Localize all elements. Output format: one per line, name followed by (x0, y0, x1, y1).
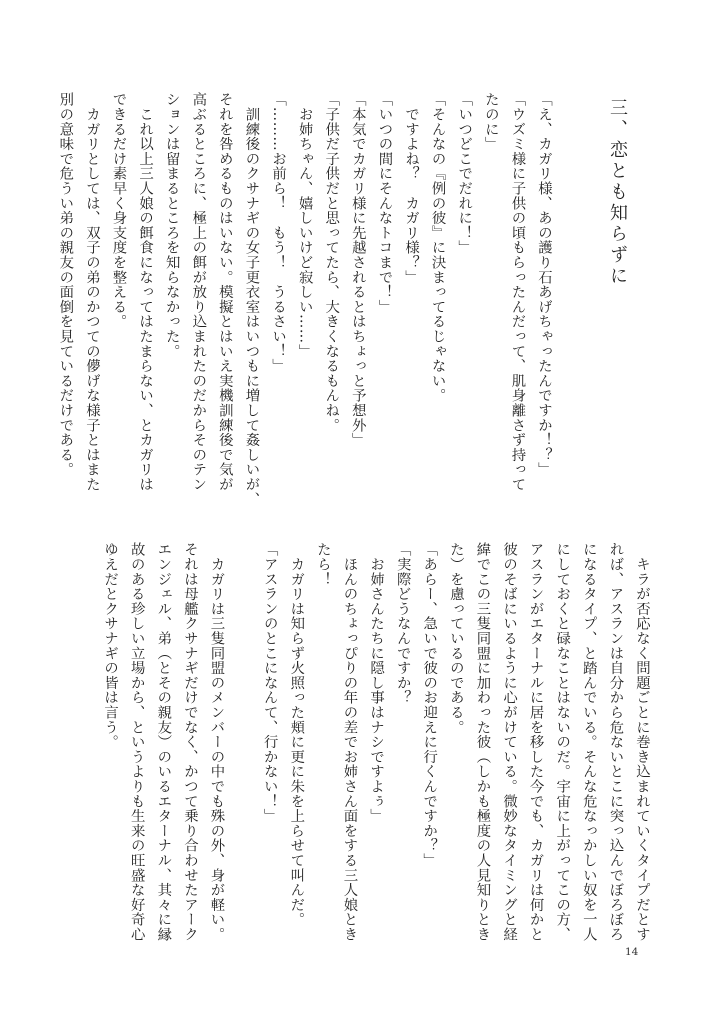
text-line: 「いつの間にそんなトコまで！」 (376, 92, 393, 314)
text-line: 緯でこの三隻同盟に加わった彼（しかも極度の人見知りとき (474, 542, 491, 942)
text-line: 高ぶるところに、極上の餌が放り込まれたのだからそのテン (190, 92, 207, 492)
upper-text-block (52, 92, 557, 507)
text-line: お姉さんたちに隠し事はナシですよぅ」 (368, 542, 385, 824)
text-line: アスランがエターナルに居を移した今でも、カガリは何かと (527, 542, 544, 942)
text-line: それを咎めるものはいない。模擬とはいえ実機訓練後で気が (216, 92, 233, 492)
text-line: 「そんなの『例の彼』に決まってるじゃない。 (429, 92, 446, 403)
text-line: 「アスランのとこになんて、行かない！」 (261, 542, 278, 824)
text-line: ションは留まるところを知らなかった。 (163, 92, 180, 359)
text-line: たのに」 (482, 92, 499, 152)
text-line: たら！ (314, 542, 331, 587)
text-line: 「ウズミ様に子供の頃もらったんだって、肌身離さず持って (509, 92, 526, 492)
text-line: 「実際どうなんですか？ (394, 542, 411, 705)
text-line: キラが否応なく問題ごとに巻き込まれていくタイプだとす (634, 542, 650, 942)
text-line: になるタイプ、と踏んでいる。そんな危なっかしい奴を一人 (580, 542, 597, 942)
text-line: 「いつどこでだれに！」 (456, 92, 473, 255)
text-line: 訓練後のクサナギの女子更衣室はいつもに増して姦しいが、 (243, 92, 260, 507)
text-line: 別の意味で危うい弟の親友の面倒を見ているだけである。 (57, 92, 74, 477)
chapter-heading: 三、恋とも知らずに (607, 98, 628, 287)
text-line: れば、アスランは自分から危ないとこに突っ込んでぼろぼろ (607, 542, 624, 942)
text-line: カガリは三隻同盟のメンバーの中でも殊の外、身が軽い。 (208, 542, 225, 942)
text-line: にしておくと碌なことはないのだ。宇宙に上がってこの方、 (554, 542, 571, 942)
text-line: 「あらー、急いで彼のお迎えに行くんですか？」 (421, 542, 438, 868)
text-line: ほんのちょっぴりの年の差でお姉さん面をする三人娘とき (341, 542, 358, 942)
text-line: それは母艦クサナギだけでなく、かつて乗り合わせたアーク (181, 542, 198, 942)
text-line: た）を慮っているのである。 (447, 542, 464, 735)
text-line (230, 542, 257, 937)
text-line: エンジェル、弟（とその親友）のいるエターナル、其々に縁 (155, 542, 172, 942)
page-number: 14 (625, 946, 639, 958)
text-line: 「子供だ子供だと思ってたら、大きくなるもんね。 (323, 92, 340, 433)
text-line: これ以上三人娘の餌食になってはたまらない、とカガリは (137, 92, 154, 492)
text-line: ゆえだとクサナギの皆は言う。 (102, 542, 119, 750)
text-line: 「え、カガリ様、あの護り石あげちゃったんですか！？」 (536, 92, 552, 477)
text-line: 「本気でカガリ様に先越されるとはちょっと予想外」 (349, 92, 366, 448)
text-line: カガリは知らず火照った頬に更に朱を上らせて叫んだ。 (288, 542, 305, 927)
text-line: ですよね？ カガリ様？」 (403, 92, 420, 285)
text-line: 故のある珍しい立場から、というよりも生来の旺盛な好奇心 (128, 542, 145, 942)
text-line: できるだけ素早く身支度を整える。 (110, 92, 127, 329)
text-line: 彼のそばにいるように心がけている。微妙なタイミングと経 (501, 542, 518, 942)
lower-text-block (97, 542, 655, 942)
text-line: お姉ちゃん、嬉しいけど寂しい……」 (296, 92, 313, 359)
text-line: カガリとしては、双子の弟のかつての儚げな様子とはまた (83, 92, 100, 492)
text-line: 「………お前ら！ もう！ うるさい！」 (270, 92, 287, 374)
